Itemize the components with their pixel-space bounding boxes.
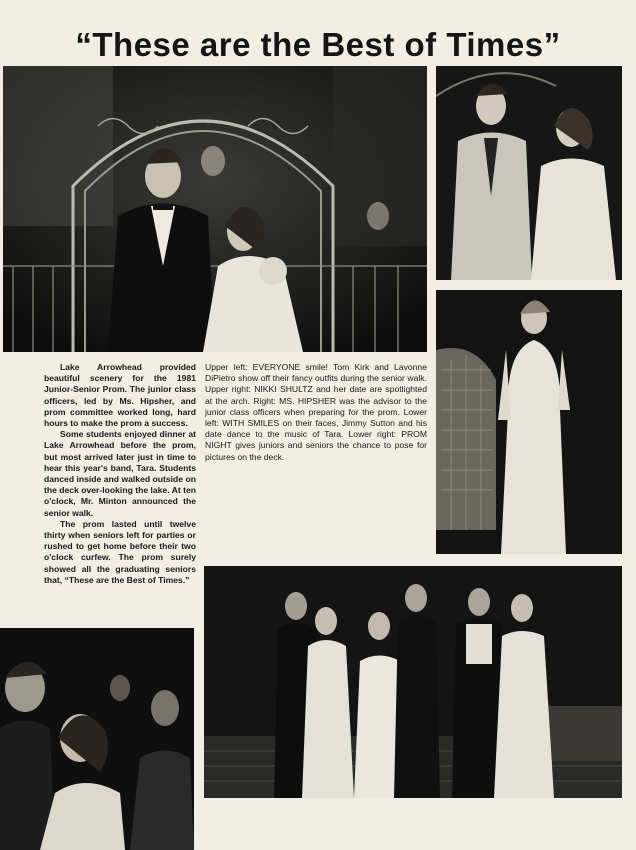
photo-group-deck [204, 566, 622, 798]
photo-couple-spotlight [436, 66, 622, 280]
story-text [44, 362, 196, 586]
story-paragraph: The prom lasted until twelve thirty when seniors left for parties or rushed to get home before their two o'clock curfew. The prom surely showed all the graduating seniors that, “These are the Best of Times.” [44, 518, 196, 585]
photo-arch-couple [3, 66, 427, 352]
story-paragraph: Lake Arrowhead provided beautiful scenery for the 1981 Junior-Senior Prom. The junior class officers, led by Ms. Hipsher, and prom committee worked long, hard hours to make the prom a success. [44, 362, 196, 429]
photo-advisor [436, 290, 622, 554]
story-paragraph: Some students enjoyed dinner at Lake Arrowhead before the prom, but most arrived later just in time to hear this year's band, Tara. Students danced inside and walked outside on the deck over-looking the lake. At ten o'clock, Mr. Minton announced the senior walk. [44, 429, 197, 518]
photo-caption: Upper left: EVERYONE smile! Tom Kirk and Lavonne DiPietro show off their fancy outfits during the senior walk. Upper right: NIKKI SHULTZ and her date are spotlighted at the arch. Right: MS. HIPSHER was the advisor to the junior class officers when preparing for the prom. Lower left: WITH SMILES on their faces, Jimmy Sutton and his date dance to the music of Tara. Lower right: PROM NIGHT gives juniors and seniors the chance to pose for pictures on the deck. [205, 362, 427, 462]
photo-dancing [0, 628, 194, 850]
page-title: “These are the Best of Times” [75, 26, 561, 63]
